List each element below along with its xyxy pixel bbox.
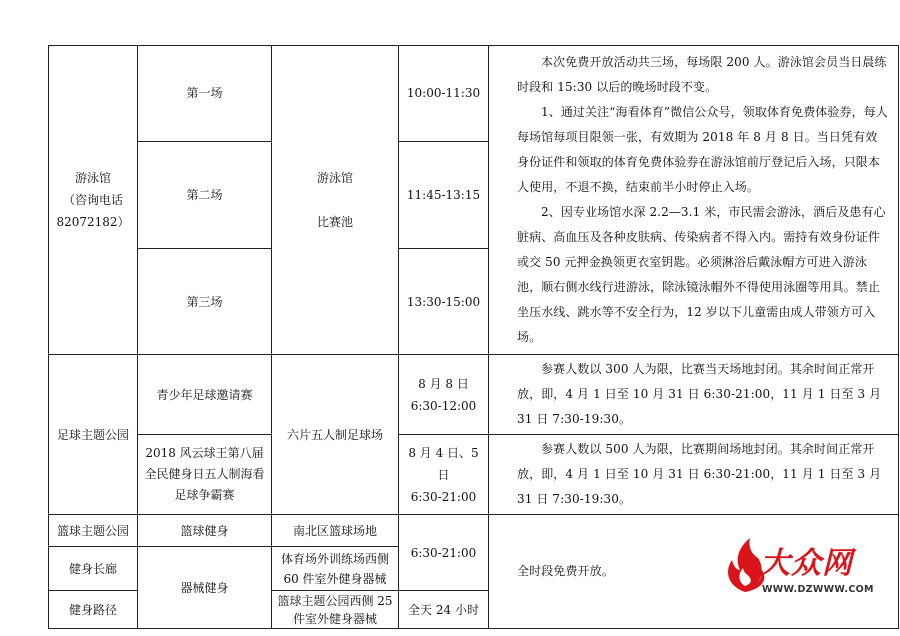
- football-event-1-time-cell: [399, 355, 489, 435]
- venue-basketball: 篮球主题公园: [49, 515, 138, 547]
- football-event-1-date: 8 月 8 日: [418, 376, 469, 391]
- football-event-2-hours: 6:30-21:00: [410, 489, 477, 504]
- venue-fitness-path: 健身路径: [49, 591, 138, 629]
- session-2-time: 11:45-13:15: [399, 141, 489, 249]
- swim-notes-cell: [489, 46, 899, 355]
- allday-time: 全天 24 小时: [399, 591, 489, 629]
- football-event-2-date: 8 月 4 日、5 日: [408, 445, 479, 482]
- fitness-note: 全时段免费开放。: [517, 564, 614, 578]
- table-row: [49, 355, 899, 435]
- venue-swimming-phone-line1: （咨询电话: [62, 193, 123, 207]
- swim-pool-line2: 比赛池: [316, 215, 353, 229]
- table-row: [49, 46, 899, 142]
- swim-note-rule-1: 1、通过关注“海看体育”微信公众号，领取体育免费体验券，每人每场馆每项目限领一张，有效期为 2018 年 8 月 8 日。当日凭有效身份证件和领取的体育免费体验券在游泳馆前厅登记后入场，只限本人使用，不退不换，结束前半小时停止入场。: [517, 105, 888, 194]
- swim-note-rule-2: 2、因专业场馆水深 2.2—3.1 米，市民需会游泳，酒后及患有心脏病、高血压及各种皮肤病、传染病者不得入内。需持有效身份证件或交 50 元押金换领更衣室钥匙。必须淋浴后戴泳帽方可进入游泳池，顺右侧水线行进游泳，除泳镜泳帽外不得使用泳圈等用具。禁止坐压水线、跳水等不安全行为，12 岁以下儿童需由成人带领方可入场。: [517, 205, 886, 344]
- basketball-venue: 南北区篮球场地: [272, 515, 399, 547]
- venue-fitness-corridor: 健身长廊: [49, 547, 138, 591]
- football-event-2: 2018 风云球王第八届全民健身日五人制海看足球争霸赛: [138, 435, 272, 515]
- dazhong-watermark: [722, 534, 882, 604]
- football-note-1: [489, 355, 899, 435]
- swim-pool-line1: 游泳馆: [316, 171, 353, 185]
- football-event-1-hours: 6:30-12:00: [410, 398, 477, 413]
- fitness-activity: 器械健身: [138, 547, 272, 629]
- session-1: 第一场: [138, 46, 272, 142]
- fitness-corridor-venue: 体育场外训练场西侧 60 件室外健身器械: [272, 547, 399, 591]
- football-event-2-time-cell: [399, 435, 489, 515]
- swim-note-intro: 本次免费开放活动共三场，每场限 200 人。游泳馆会员当日晨练时段和 15:30 以后的晚场时段不变。: [517, 55, 887, 94]
- venue-swimming-name: 游泳馆: [74, 171, 111, 185]
- football-note-2: [489, 435, 899, 515]
- venue-football: 足球主题公园: [49, 355, 138, 515]
- session-3: 第三场: [138, 249, 272, 355]
- football-note-2-text: 参赛人数以 500 人为限，比赛期间场地封闭。其余时间正常开放，即，4 月 1 日至 10 月 31 日 6:30-21:00，11 月 1 日至 3 月 31 日 7:30-19:30。: [517, 442, 882, 506]
- football-note-1-text: 参赛人数以 300 人为限，比赛当天场地封闭。其余时间正常开放，即，4 月 1 日至 10 月 31 日 6:30-21:00，11 月 1 日至 3 月 31 日 7:30-19:30。: [517, 362, 882, 426]
- venue-swimming-cell: [49, 46, 138, 355]
- swim-pool-cell: [272, 46, 399, 355]
- session-1-time: 10:00-11:30: [399, 46, 489, 142]
- venue-swimming-phone-line2: 82072182）: [56, 215, 130, 229]
- general-time: 6:30-21:00: [399, 515, 489, 591]
- fitness-path-venue: 篮球主题公园西侧 25 件室外健身器械: [272, 591, 399, 629]
- session-2: 第二场: [138, 141, 272, 249]
- table-row: [49, 435, 899, 515]
- watermark-url: WWW.DZWWW.COM: [762, 584, 874, 595]
- watermark-title: 大众网: [760, 546, 853, 581]
- football-event-1: 青少年足球邀请赛: [138, 355, 272, 435]
- basketball-activity: 篮球健身: [138, 515, 272, 547]
- football-venue: 六片五人制足球场: [272, 355, 399, 515]
- session-3-time: 13:30-15:00: [399, 249, 489, 355]
